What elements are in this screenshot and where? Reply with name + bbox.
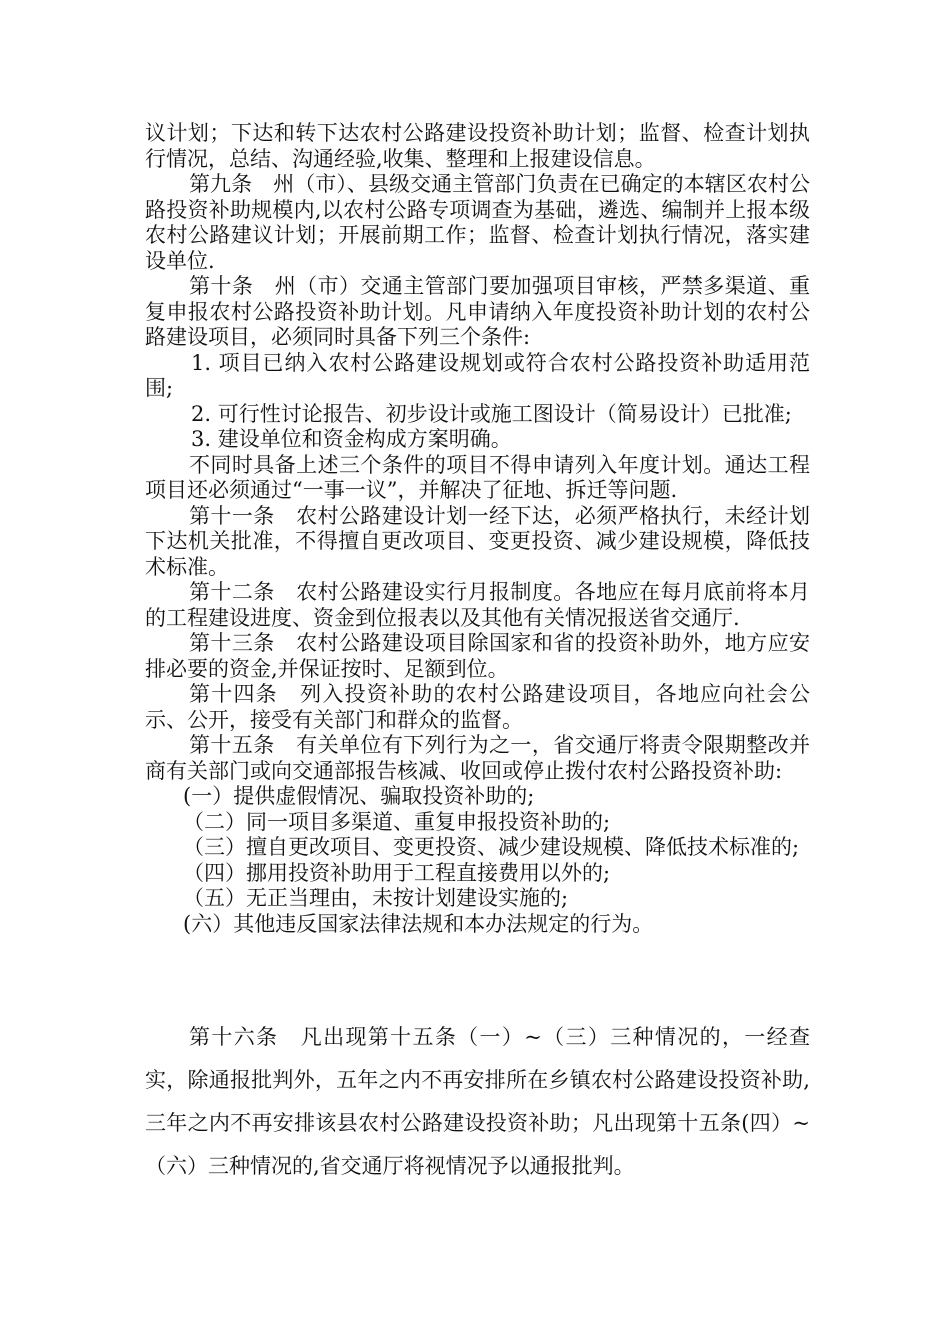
final-section bbox=[145, 1016, 810, 1188]
paragraph-article-16: 第十六条 凡出现第十五条（一）~（三）三种情况的，一经查实，除通报批判外，五年之内不再安排所在乡镇农村公路建设投资补助,三年之内不再安排该县农村公路建设投资补助；凡出现第十五条(四）~（六）三种情况的,省交通厅将视情况予以通报批判。 bbox=[145, 1025, 810, 1178]
document-body bbox=[145, 121, 810, 937]
paragraph-article-11: 第十一条 农村公路建设计划一经下达，必须严格执行，未经计划下达机关批准，不得擅自更改项目、变更投资、减少建设规模，降低技术标准。 bbox=[145, 503, 810, 579]
paragraph-article-15: 第十五条 有关单位有下列行为之一，省交通厅将责令限期整改并商有关部门或向交通部报告核减、收回或停止拨付农村公路投资补助: bbox=[145, 733, 810, 783]
condition-item-2: 2. 可行性讨论报告、初步设计或施工图设计（简易设计）已批准; bbox=[191, 401, 792, 426]
violation-item-4: （四）挪用投资补助用于工程直接费用以外的; bbox=[183, 860, 611, 885]
paragraph-article-13: 第十三条 农村公路建设项目除国家和省的投资补助外，地方应安排必要的资金,并保证按时、足额到位。 bbox=[145, 631, 810, 681]
violation-item-6: (六）其他违反国家法律法规和本办法规定的行为。 bbox=[183, 911, 654, 936]
paragraph-article-12: 第十二条 农村公路建设实行月报制度。各地应在每月底前将本月的工程建设进度、资金到位报表以及其他有关情况报送省交通厅. bbox=[145, 580, 810, 630]
condition-item-3: 3. 建设单位和资金构成方案明确。 bbox=[191, 427, 512, 451]
paragraph-article-9: 第九条 州（市）、县级交通主管部门负责在已确定的本辖区农村公路投资补助规模内,以农村公路专项调查为基础，遴选、编制并上报本级农村公路建议计划；开展前期工作；监督、检查计划执行情况，落实建设单位. bbox=[145, 172, 810, 273]
paragraph-condition-note: 不同时具备上述三个条件的项目不得申请列入年度计划。通达工程项目还必须通过“一事一议”，并解决了征地、拆迁等问题. bbox=[145, 452, 810, 502]
violation-item-1: (一）提供虚假情况、骗取投资补助的; bbox=[183, 784, 535, 808]
paragraph-article-10: 第十条 州（市）交通主管部门要加强项目审核，严禁多渠道、重复申报农村公路投资补助计划。凡申请纳入年度投资补助计划的农村公路建设项目，必须同时具备下列三个条件: bbox=[145, 274, 810, 349]
paragraph-article-14: 第十四条 列入投资补助的农村公路建设项目，各地应向社会公示、公开，接受有关部门和群众的监督。 bbox=[145, 682, 810, 732]
violation-item-5: （五）无正当理由，未按计划建设实施的; bbox=[183, 886, 569, 910]
condition-item-1: 1. 项目已纳入农村公路建设规划或符合农村公路投资补助适用范围; bbox=[145, 350, 810, 400]
violation-item-3: （三）擅自更改项目、变更投资、减少建设规模、降低技术标准的; bbox=[183, 835, 800, 859]
paragraph-continuation: 议计划；下达和转下达农村公路建设投资补助计划；监督、检查计划执行情况，总结、沟通经验,收集、整理和上报建设信息。 bbox=[145, 121, 810, 171]
violation-item-2: （二）同一项目多渠道、重复申报投资补助的; bbox=[183, 809, 611, 834]
